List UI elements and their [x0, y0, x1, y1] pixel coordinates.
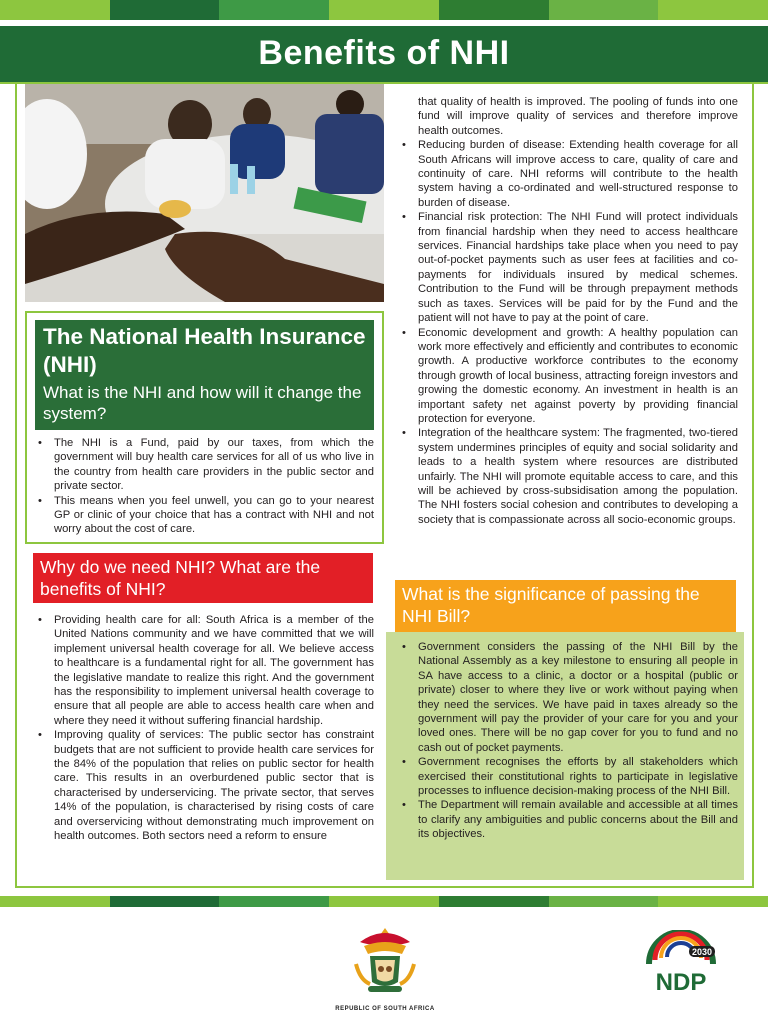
nhi-bullet-list: [32, 436, 374, 537]
stripe-segment: [219, 896, 329, 907]
coat-of-arms-icon: [330, 924, 440, 1000]
ndp-logo-icon: [643, 930, 719, 996]
coat-of-arms-logo: [330, 924, 440, 1012]
stripe-segment: [329, 0, 439, 20]
significance-bullet-list: [396, 640, 738, 842]
continuation-text: that quality of health is improved. The pooling of funds into one fund will improve quality of services and therefore improve health outcomes.: [418, 96, 738, 137]
nhi-heading: The National Health Insurance (NHI): [43, 324, 366, 377]
stripe-segment: [439, 896, 549, 907]
page-title: Benefits of NHI: [258, 34, 510, 72]
stripe-segment: [549, 896, 659, 907]
stripe-segment: [549, 0, 659, 20]
coat-of-arms-label: REPUBLIC OF SOUTH AFRICA: [335, 1006, 435, 1012]
ndp-year: 2030: [691, 947, 713, 957]
stripe-segment: [0, 896, 110, 907]
list-item: • Government considers the passing of the NHI Bill by the National Assembly as a key milestone to ensuring all people in SA have access to a clinic, a doctor or a hospital (public or private) closer to where they live or work without paying when they need the services. We have paid in taxes already so the government will pay the provider of your care for you and your loved ones. There will be no gap cover for you to fund and no cash out of pocket payments.: [396, 640, 738, 755]
list-item: • Integration of the healthcare system: The fragmented, two-tiered system undermines principles of equity and social solidarity and leads to a health system where resources are distributed unfairly. The NHI will promote equitable access to care, and this will be achieved by cross-subsidisation among the population. The NHI fosters social cohesion and contributes to developing a society that is compassionate across all socio-economic groups.: [396, 426, 738, 527]
bottom-color-stripe: [0, 896, 768, 907]
list-item: • Economic development and growth: A healthy population can work more effectively and efficiently and contributes to economic growth. A productive workforce contributes to the economy through growth of local business, attracting foreign investors and growing the domestic economy. An investment in health is an important safety net against poverty by providing financial protection for everyone.: [396, 326, 738, 427]
list-item: • Providing health care for all: South Africa is a member of the United Nations community and we have committed that we will implement universal health coverage for all. We believe access to healthcare is a fundamental right for all. The government has the legislative mandate to realize this right. And the government has the responsibility to implement universal health coverage to ensure that all people are able to access health care when and where they need it without suffering financial hardship.: [32, 613, 374, 728]
frame-left-line: [15, 84, 17, 888]
frame-right-line: [752, 84, 754, 888]
list-item: • Improving quality of services: The public sector has constraint budgets that are not sufficient to provide health care services for the 84% of the population that relies on public sector for health care. This results in an overburdened public sector that is characterised by underservicing. The private sector, that serves 14% of the population, is characterised by rising costs of care and overservicing without demonstrating much improvement on health outcomes. Both sectors need a reform to ensure: [32, 728, 374, 843]
list-item: • This means when you feel unwell, you can go to your nearest GP or clinic of your choice that has a contract with NHI and not worry about the cost of care.: [32, 494, 374, 537]
stripe-segment: [110, 896, 220, 907]
nhi-subheading: What is the NHI and how will it change the system?: [43, 383, 362, 423]
stripe-segment: [658, 896, 768, 907]
benefits-continued-list: [396, 95, 738, 527]
list-item: • The Department will remain available and accessible at all times to clarify any ambiguities and public concerns about the Bill and its objectives.: [396, 798, 738, 841]
stripe-segment: [658, 0, 768, 20]
list-item: • Reducing burden of disease: Extending health coverage for all South Africans will improve access to care, quality of care and continuity of care. NHI reforms will contribute to the health system having a co-ordinated and well-structured response to burden of disease.: [396, 138, 738, 210]
top-color-stripe: [0, 0, 768, 20]
ndp-2030-logo: [643, 930, 719, 996]
stripe-segment: [0, 0, 110, 20]
ndp-text: NDP: [655, 969, 707, 996]
frame-bottom-line: [15, 886, 754, 888]
need-bullet-list: [32, 613, 374, 844]
stripe-segment: [329, 896, 439, 907]
list-item: • Financial risk protection: The NHI Fund will protect individuals from financial hardship when they need to access healthcare services. Financial hardships take place when you need to pay out-of-pocket payments such as user fees at facilities and co-payments for individuals insured by medical schemes. Contribution to the Fund will be through prepayment methods such as taxes. Services will be paid for by the Fund and the patient will not have to pay at the point of care.: [396, 210, 738, 325]
healthcare-workers-photo: [25, 84, 384, 302]
stripe-segment: [439, 0, 549, 20]
list-item: • The NHI is a Fund, paid by our taxes, from which the government will buy health care services for all of us who live in the country from health care providers in the public sector and private sector.: [32, 436, 374, 494]
list-item: • Government recognises the efforts by all stakeholders which exercised their constitutional rights to participate in legislative processes to influence decision-making process of the NHI Bill.: [396, 755, 738, 798]
significance-heading: What is the significance of passing the NHI Bill?: [395, 580, 736, 632]
title-bar: [0, 26, 768, 82]
stripe-segment: [110, 0, 220, 20]
need-heading: Why do we need NHI? What are the benefits of NHI?: [33, 553, 373, 603]
stripe-segment: [219, 0, 329, 20]
nhi-heading-block: [35, 320, 374, 430]
